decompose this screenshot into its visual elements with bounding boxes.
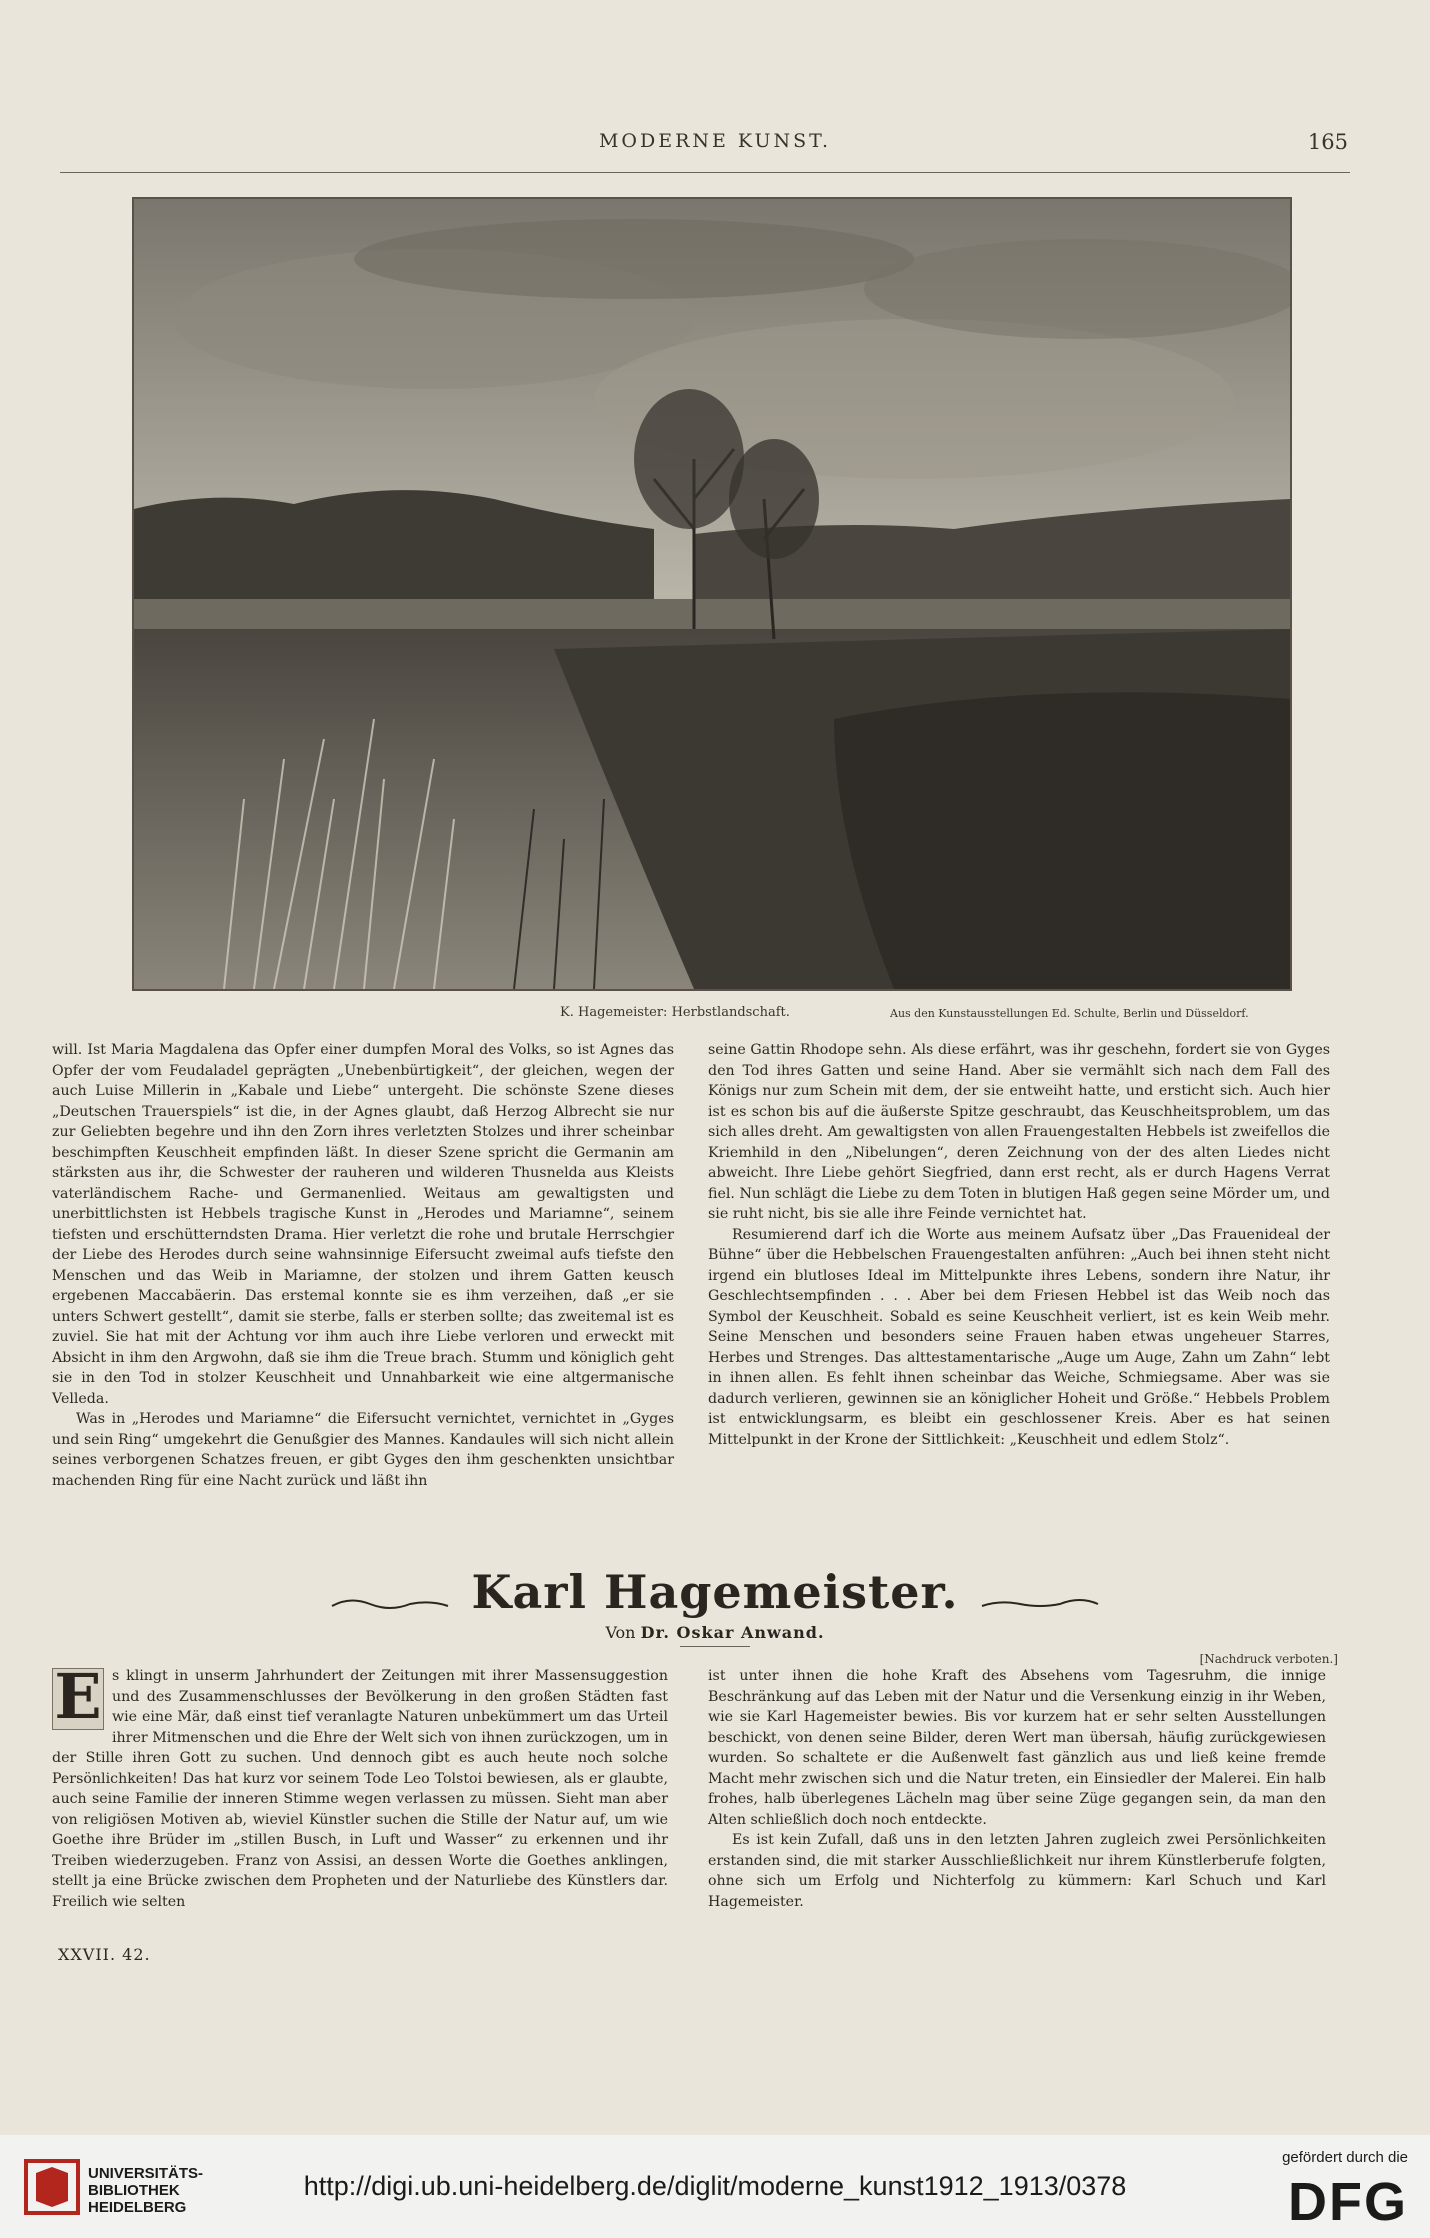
paragraph: Es ist kein Zufall, daß uns in den letzten Jahren zugleich zwei Persönlichkeiten erstanden sind, die mit starker Ausschließlichkeit nur ihrem Künstlerberufe folgten, ohne sich um Erfolg und Nichterfolg zu kümmern: Karl Schuch und Karl Hagemeister. (708, 1832, 1326, 1910)
paragraph: Resumierend darf ich die Worte aus meinem Aufsatz über „Das Frauenideal der Bühne“ über die Hebbelschen Frauengestalten anführen: „Auch bei ihnen steht nicht irgend ein blutloses Ideal im Mittelpunkte ihres Lebens, sondern ihre Natur, ihr Geschlechtsempfinden . . . Aber bei dem Friesen Hebbel ist das Weib noch das Symbol der Keuschheit. Sobald es seine Keuschheit verliert, ist es kein Weib mehr. Seine Menschen und besonders seine Frauen haben etwas ungeheuer Starres, Herbes und Strenges. Das alttestamentarische „Auge um Auge, Zahn um Zahn“ lebt in ihnen allen. Es fehlt ihnen scheinbar das Weiche, Schmiegsame. Aber was sie dadurch verlieren, gewinnen sie an königlicher Hoheit und Größe.“ Hebbels Problem ist entwicklungsarm, es bleibt ein geschlossener Kreis. Aber es hat seinen Mittelpunkt in der Krone der Sittlichkeit: „Keuschheit und edlem Stolz“. (708, 1226, 1330, 1448)
source-url-link[interactable]: http://digi.ub.uni-heidelberg.de/diglit/moderne_kunst1912_1913/0378 (303, 2171, 1127, 2201)
article-title-row (0, 1565, 1430, 1619)
paragraph: ist unter ihnen die hohe Kraft des Absehens vom Tagesruhm, die innige Beschränkung auf das Leben mit der Natur und die Versenkung einzig in ihr Weben, wie sie Karl Hagemeister bewies. Bis vor kurzem hat er sehr selten Ausstellungen beschickt, von denen seine Bilder, deren Wert man übersah, häufig zurückgewiesen wurden. So schaltete er die Außenwelt fast gänzlich aus und ließ keine fremde Macht mehr zwischen sich und die Natur treten, ein Einsiedler der Malerei. Ein halb frohes, halb überlegenes Lächeln mag über seine Züge gegangen sein, da man den Alten schließlich doch noch entdeckte. (708, 1668, 1326, 1828)
dropcap: E (52, 1668, 104, 1730)
library-name-line: UNIVERSITÄTS- (88, 2165, 204, 2182)
paragraph: Was in „Herodes und Mariamne“ die Eifersucht vernichtet, vernichtet in „Gyges und sein Ring“ umgekehrt die Genußgier des Mannes. Kandaules will sich nicht allein seines verborgenen Schatzes freuen, er gibt Gyges den ihm geschenkten unsichtbar machenden Ring für eine Nacht zurück und läßt ihn (52, 1411, 674, 1489)
landscape-painting-plate (132, 197, 1292, 991)
author-name: Dr. Oskar Anwand. (640, 1623, 825, 1642)
digitization-footer (0, 2135, 1430, 2238)
paragraph: seine Gattin Rhodope sehn. Als diese erfährt, was ihr geschehn, fordert sie von Gyges den Tod ihres Gatten und seine Hand. Aber sie vermählt sich nach dem Fall des Königs nur zum Schein mit dem, der sie entweiht hatte, und ersticht sich. Auch hier ist es schon bis auf die äußerste Spitze geschraubt, das Keuschheitsproblem, um das sich alles dreht. Am gewaltigsten von allen Frauengestalten Hebbels ist zweifellos die Kriemhild in den „Nibelungen“, deren Zeichnung von der des alten Liedes nicht abweicht. Ihre Liebe gehört Siegfried, dann erst recht, als er durch Hagens Verrat fiel. Nun schlägt die Liebe zu dem Toten in blutigen Haß gegen seine Mörder um, und sie ruht nicht, bis sie alle ihre Feinde vernichtet hat. (708, 1042, 1330, 1222)
byline-divider (680, 1646, 750, 1647)
dfg-logo: DFG (1288, 2172, 1408, 2232)
signature-mark: XXVII. 42. (58, 1945, 151, 1964)
upper-left-column (52, 1040, 674, 1491)
library-name-line: BIBLIOTHEK (88, 2182, 180, 2199)
reprint-note: [Nachdruck verboten.] (1199, 1652, 1338, 1666)
upper-right-column (708, 1040, 1330, 1450)
funded-by-label: gefördert durch die (1282, 2149, 1408, 2166)
library-name-line: HEIDELBERG (88, 2199, 187, 2216)
opening-text: s klingt in unserm Jahrhundert der Zeitungen mit ihrer Massensuggestion und des Zusammenschlusses der Bevölkerung in den großen Städten fast wie eine Mär, daß einst tief veranlagte Naturen unbekümmert um das Urteil ihrer Mitmenschen und die Ehre der Welt sich von ihnen zurückzogen, um in der Stille ihren Gott zu suchen. Und dennoch gibt es auch heute noch solche Persönlichkeiten! Das hat kurz vor seinem Tode Leo Tolstoi bewiesen, als er glaubte, auch seine Familie der inneren Stimme wegen verlassen zu müssen. Sieht man aber von religiösen Motiven ab, wieviel Künstler suchen die Stille der Natur auf, um wie Goethe ihre Brüder im „stillen Busch, in Luft und Wasser“ zu erkennen und ihr Treiben wiederzugeben. Franz von Assisi, an dessen Worte die Goethes anklingen, stellt ja eine Brücke zwischen dem Propheten und der Naturliebe des Künstlers dar. Freilich wie selten (52, 1668, 668, 1910)
right-flourish-icon (980, 1594, 1100, 1614)
byline (0, 1623, 1430, 1642)
byline-prefix: Von (605, 1623, 636, 1642)
article-right-column (708, 1666, 1326, 1912)
left-flourish-icon (330, 1594, 450, 1614)
article-title: Karl Hagemeister. (471, 1565, 959, 1619)
opening-paragraph (52, 1660, 668, 1912)
page-number: 165 (1307, 130, 1348, 154)
landscape-painting-image (134, 199, 1290, 989)
paragraph: will. Ist Maria Magdalena das Opfer einer dumpfen Moral des Volks, so ist Agnes das Opfer der vom Feudaladel geprägten „Unebenbürtigkeit“, der gleichen, wegen der auch Luise Millerin in „Kabale und Liebe“ untergeht. Die schönste Szene dieses „Deutschen Trauerspiels“ ist die, in der Agnes glaubt, daß Herzog Albrecht sie nur zur Geliebten begehre und ihn den Zorn ihres verletzten Stolzes und ihrer scheinbar beschimpften Keuschheit empfinden läßt. In dieser Szene spricht die Germanin am stärksten aus ihr, die Schwester der rauheren und wilderen Thusnelda aus Kleists vaterländischem Rache- und Germanenlied. Weitaus am gewaltigsten und unerbittlichsten ist Hebbels tragische Kunst in „Herodes und Mariamne“, seinem tiefsten und erschütterndsten Drama. Hier verletzt die rohe und brutale Herrschgier der Liebe des Herodes durch seine wahnsinnige Eifersucht zweimal aufs tiefste den Menschen und das Weib in Mariamne, der stolzen und ihrem Gatten keusch ergebenen Maccabäerin. Das erstemal konnte sie es ihm verzeihen, daß „er sie unters Schwert gestellt“, damit sie sterbe, falls er sterben sollte; das zweitemal ist es zuviel. Sie hat mit der Achtung vor ihm auch ihre Liebe verloren und erweckt mit Absicht in ihm den Argwohn, daß sie ihm die Treue brach. Stumm und königlich geht sie in den Tod in stolzer Keuschheit und Unnahbarkeit wie eine altgermanische Velleda. (52, 1042, 674, 1407)
article-left-column (52, 1660, 668, 1912)
plate-caption: K. Hagemeister: Herbstlandschaft. (560, 1005, 790, 1020)
running-head: MODERNE KUNST. (598, 130, 832, 152)
header-rule (60, 172, 1350, 173)
plate-credit: Aus den Kunstausstellungen Ed. Schulte, Berlin und Düsseldorf. (890, 1007, 1249, 1020)
